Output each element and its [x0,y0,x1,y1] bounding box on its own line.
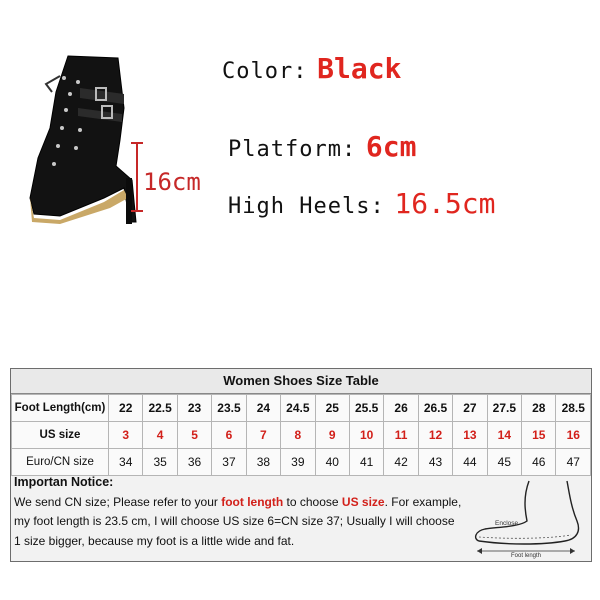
notice-text-part: to choose [283,494,342,509]
table-cell: 28 [522,395,556,422]
table-cell: 37 [212,449,246,476]
table-cell: 25.5 [349,395,383,422]
table-cell: 36 [177,449,211,476]
spec-platform-value: 6cm [365,130,417,163]
spec-heels-label: High Heels: [228,194,385,219]
table-cell: 11 [384,422,418,449]
spec-platform [228,130,416,163]
table-cell: 35 [143,449,177,476]
table-cell: 14 [487,422,521,449]
table-cell: 16 [556,422,591,449]
notice-line-2: my foot length is 23.5 cm, I will choose US size 6=CN size 37; Usually I will choose [14,514,455,528]
boot-height-label: 16cm [143,168,201,196]
notice-text-part: . For example, [384,494,462,509]
table-cell: 6 [212,422,246,449]
table-cell: 22.5 [143,395,177,422]
table-cell: 38 [246,449,280,476]
table-cell: 27 [453,395,487,422]
notice-highlight-foot-length: foot length [221,494,284,509]
table-cell: 28.5 [556,395,591,422]
size-table-title: Women Shoes Size Table [11,369,591,394]
notice-heading: Importan Notice: [14,475,114,489]
table-cell: 8 [281,422,315,449]
table-cell: 5 [177,422,211,449]
row-label: Foot Length(cm) [12,395,109,422]
spec-heels [228,187,496,220]
row-label: US size [12,422,109,449]
notice-text [11,473,474,551]
table-cell: 4 [143,422,177,449]
table-cell: 47 [556,449,591,476]
notice-highlight-us-size: US size [341,494,385,509]
size-table [11,394,591,476]
table-cell: 42 [384,449,418,476]
notice-text-part: We send CN size; Please refer to your [14,494,222,509]
notice-line-1 [14,493,474,513]
table-cell: 9 [315,422,349,449]
boot-image [20,48,150,228]
table-cell: 44 [453,449,487,476]
spec-color-label: Color: [222,59,308,84]
height-measure-line [136,142,138,212]
table-cell: 41 [349,449,383,476]
table-cell: 24 [246,395,280,422]
spec-color [222,52,401,85]
table-cell: 12 [418,422,452,449]
table-row-foot-length [12,395,591,422]
spec-heels-value: 16.5cm [394,187,496,220]
table-cell: 23 [177,395,211,422]
table-row-euro-size [12,449,591,476]
table-cell: 7 [246,422,280,449]
notice-line-3: 1 size bigger, because my foot is a little wide and fat. [14,533,295,548]
foot-measure-diagram [467,477,585,559]
table-cell: 15 [522,422,556,449]
table-cell: 40 [315,449,349,476]
table-cell: 25 [315,395,349,422]
table-cell: 13 [453,422,487,449]
table-cell: 23.5 [212,395,246,422]
table-cell: 45 [487,449,521,476]
table-cell: 26.5 [418,395,452,422]
table-cell: 43 [418,449,452,476]
table-cell: 39 [281,449,315,476]
foot-length-label: Foot length [511,553,542,559]
table-cell: 46 [522,449,556,476]
table-row-us-size [12,422,591,449]
table-cell: 22 [109,395,143,422]
enclose-label: Enclose [495,520,519,527]
table-cell: 24.5 [281,395,315,422]
table-cell: 34 [109,449,143,476]
table-cell: 3 [109,422,143,449]
row-label: Euro/CN size [12,449,109,476]
table-cell: 27.5 [487,395,521,422]
table-cell: 10 [349,422,383,449]
size-table-panel [10,368,592,562]
spec-color-value: Black [317,52,402,85]
table-cell: 26 [384,395,418,422]
spec-platform-label: Platform: [228,137,357,162]
